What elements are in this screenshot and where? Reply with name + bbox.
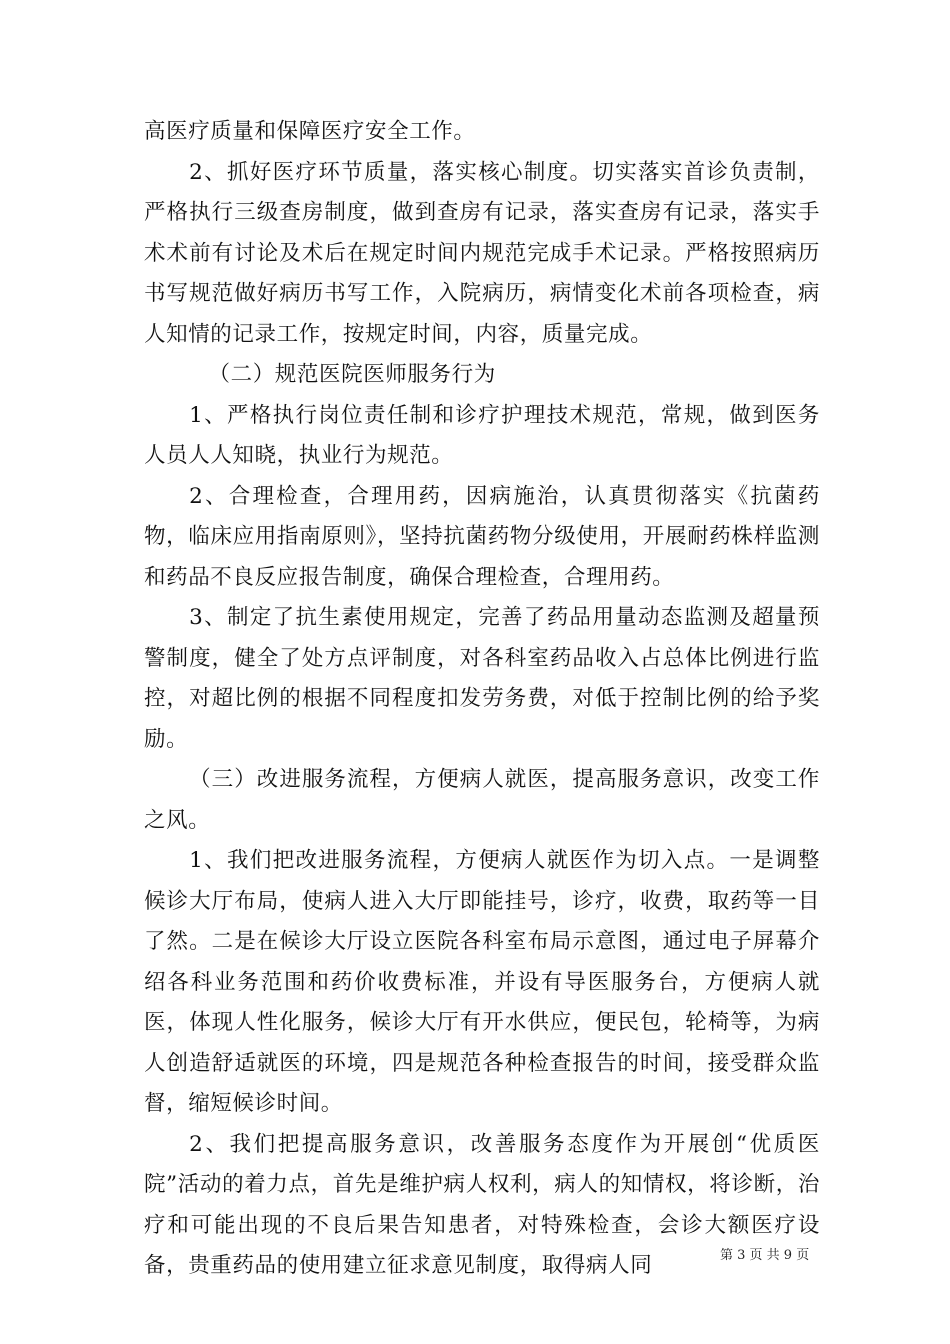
section-heading-2: （二）规范医院医师服务行为 bbox=[208, 362, 496, 387]
section-heading-3: （三）改进服务流程，方便病人就医，提高服务意识，改变工作之风。 bbox=[144, 767, 820, 833]
paragraph-item-2-rational-medication: 2、合理检查，合理用药，因病施治，认真贯彻落实《抗菌药物，临床应用指南原则》，坚持抗菌药物分级使用，开展耐药株样监测和药品不良反应报告制度，确保合理检查，合理用药。 bbox=[144, 483, 820, 590]
paragraph-item-1-service-flow: 1、我们把改进服务流程，方便病人就医作为切入点。一是调整候诊大厅布局，使病人进入大厅即能挂号，诊疗，收费，取药等一目了然。二是在候诊大厅设立医院各科室布局示意图，通过电子屏幕介绍各科业务范围和药价收费标准，并设有导医服务台，方便病人就医，体现人性化服务，候诊大厅有开水供应，便民包，轮椅等，为病人创造舒适就医的环境，四是规范各种检查报告的时间，接受群众监督，缩短候诊时间。 bbox=[144, 848, 820, 1116]
page-number-footer: 第 3 页 共 9 页 bbox=[720, 1248, 810, 1263]
paragraph-item-2-core-system: 2、抓好医疗环节质量，落实核心制度。切实落实首诊负责制，严格执行三级查房制度，做到查房有记录，落实查房有记录，落实手术术前有讨论及术后在规定时间内规范完成手术记录。严格按照病历书写规范做好病历书写工作，入院病历，病情变化术前各项检查，病人知情的记录工作，按规定时间，内容，质量完成。 bbox=[144, 159, 820, 347]
document-body bbox=[144, 112, 820, 1287]
paragraph-item-3-antibiotic-rules: 3、制定了抗生素使用规定，完善了药品用量动态监测及超量预警制度，健全了处方点评制度，对各科室药品收入占总体比例进行监控，对超比例的根据不同程度扣发劳务费，对低于控制比例的给予奖励。 bbox=[144, 605, 820, 752]
paragraph-item-1-job-responsibility: 1、严格执行岗位责任制和诊疗护理技术规范，常规，做到医务人员人人知晓，执业行为规范。 bbox=[144, 402, 820, 468]
paragraph-continuation: 高医疗质量和保障医疗安全工作。 bbox=[144, 119, 476, 144]
paragraph-item-2-service-awareness: 2、我们把提高服务意识，改善服务态度作为开展创“优质医院”活动的着力点，首先是维护病人权利，病人的知情权，将诊断，治疗和可能出现的不良后果告知患者，对特殊检查，会诊大额医疗设备，贵重药品的使用建立征求意见制度，取得病人同 bbox=[144, 1131, 820, 1278]
